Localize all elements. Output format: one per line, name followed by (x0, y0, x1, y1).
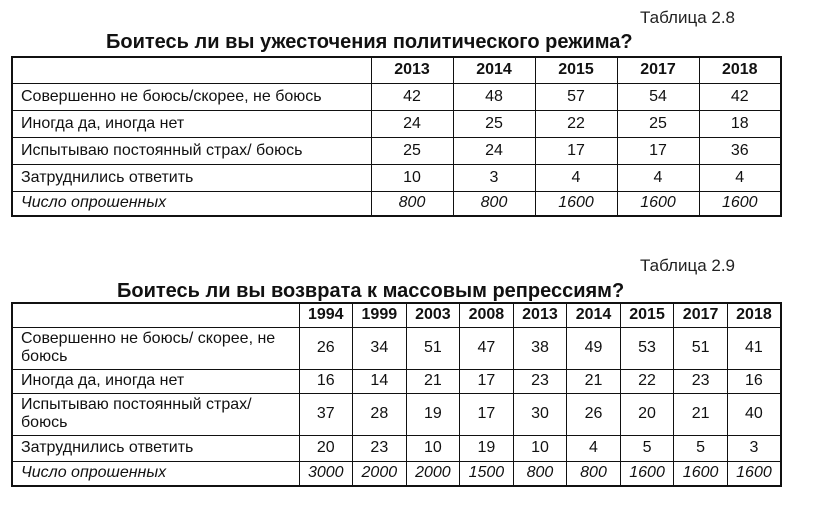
table-cell: 57 (535, 83, 617, 110)
table-cell: 25 (453, 110, 535, 137)
table-cell: 3 (727, 435, 781, 461)
table-cell: 4 (567, 435, 621, 461)
year-header: 2017 (674, 303, 728, 327)
data-table-2-8 (11, 56, 782, 217)
table-cell: 1600 (674, 461, 728, 486)
table-row (12, 327, 781, 369)
table-cell: 21 (567, 369, 621, 393)
year-header: 2013 (513, 303, 567, 327)
table-cell: 34 (353, 327, 407, 369)
table-cell: 20 (299, 435, 353, 461)
table-header-row (12, 303, 781, 327)
table-cell: 10 (371, 164, 453, 191)
table-row (12, 110, 781, 137)
row-label: Испытываю постоянный страх/ боюсь (12, 137, 371, 164)
table-cell: 800 (513, 461, 567, 486)
row-label: Совершенно не боюсь/скорее, не боюсь (12, 83, 371, 110)
year-header: 2018 (699, 57, 781, 83)
table-cell: 1600 (620, 461, 674, 486)
table-cell: 21 (674, 393, 728, 435)
table-cell: 4 (699, 164, 781, 191)
table-header-row (12, 57, 781, 83)
year-header: 1999 (353, 303, 407, 327)
header-empty-cell (12, 303, 299, 327)
table-cell: 37 (299, 393, 353, 435)
table-cell: 1600 (535, 191, 617, 216)
table-cell: 16 (299, 369, 353, 393)
table-cell: 800 (567, 461, 621, 486)
table-cell: 800 (371, 191, 453, 216)
table-cell: 26 (299, 327, 353, 369)
data-table-2-9 (11, 302, 782, 487)
row-label: Совершенно не боюсь/ скорее, не боюсь (12, 327, 299, 369)
row-label: Иногда да, иногда нет (12, 110, 371, 137)
table-cell: 54 (617, 83, 699, 110)
table-cell: 42 (371, 83, 453, 110)
table-title: Боитесь ли вы возврата к массовым репрессиям? (117, 280, 625, 302)
table-row (12, 83, 781, 110)
table-cell: 19 (460, 435, 514, 461)
table-cell: 25 (617, 110, 699, 137)
table-cell: 5 (620, 435, 674, 461)
table-cell: 22 (620, 369, 674, 393)
table-title: Боитесь ли вы ужесточения политического режима? (106, 31, 633, 53)
table-cell: 16 (727, 369, 781, 393)
year-header: 2008 (460, 303, 514, 327)
table-caption: Таблица 2.8 (640, 8, 736, 27)
year-header: 2003 (406, 303, 460, 327)
year-header: 2015 (620, 303, 674, 327)
table-cell: 21 (406, 369, 460, 393)
year-header: 2017 (617, 57, 699, 83)
table-cell: 1600 (699, 191, 781, 216)
row-label: Число опрошенных (12, 191, 371, 216)
table-row (12, 137, 781, 164)
table-cell: 17 (535, 137, 617, 164)
table-cell: 1600 (617, 191, 699, 216)
table-cell: 17 (460, 393, 514, 435)
table-cell: 17 (617, 137, 699, 164)
table-cell: 24 (453, 137, 535, 164)
table-cell: 17 (460, 369, 514, 393)
table-cell: 49 (567, 327, 621, 369)
table-cell: 23 (674, 369, 728, 393)
table-cell: 36 (699, 137, 781, 164)
table-cell: 47 (460, 327, 514, 369)
table-cell: 41 (727, 327, 781, 369)
table-cell: 14 (353, 369, 407, 393)
table-cell: 51 (674, 327, 728, 369)
year-header: 1994 (299, 303, 353, 327)
table-cell: 51 (406, 327, 460, 369)
header-empty-cell (12, 57, 371, 83)
table-cell: 1600 (727, 461, 781, 486)
table-cell: 28 (353, 393, 407, 435)
table-cell: 38 (513, 327, 567, 369)
table-cell: 10 (406, 435, 460, 461)
table-cell: 3 (453, 164, 535, 191)
table-row-respondents (12, 191, 781, 216)
table-row (12, 393, 781, 435)
year-header: 2014 (453, 57, 535, 83)
table-cell: 10 (513, 435, 567, 461)
table-cell: 2000 (353, 461, 407, 486)
table-cell: 53 (620, 327, 674, 369)
table-cell: 42 (699, 83, 781, 110)
table-cell: 48 (453, 83, 535, 110)
row-label: Испытываю постоянный страх/ боюсь (12, 393, 299, 435)
table-cell: 19 (406, 393, 460, 435)
table-cell: 800 (453, 191, 535, 216)
table-row (12, 435, 781, 461)
table-cell: 4 (535, 164, 617, 191)
row-label: Затруднились ответить (12, 435, 299, 461)
table-row (12, 369, 781, 393)
table-cell: 22 (535, 110, 617, 137)
year-header: 2015 (535, 57, 617, 83)
table-row (12, 164, 781, 191)
table-cell: 18 (699, 110, 781, 137)
year-header: 2014 (567, 303, 621, 327)
table-row-respondents (12, 461, 781, 486)
table-cell: 2000 (406, 461, 460, 486)
table-cell: 40 (727, 393, 781, 435)
table-cell: 4 (617, 164, 699, 191)
table-cell: 23 (353, 435, 407, 461)
year-header: 2018 (727, 303, 781, 327)
table-cell: 25 (371, 137, 453, 164)
table-cell: 5 (674, 435, 728, 461)
table-cell: 23 (513, 369, 567, 393)
row-label: Затруднились ответить (12, 164, 371, 191)
row-label: Иногда да, иногда нет (12, 369, 299, 393)
table-cell: 26 (567, 393, 621, 435)
table-cell: 30 (513, 393, 567, 435)
row-label: Число опрошенных (12, 461, 299, 486)
table-cell: 3000 (299, 461, 353, 486)
table-cell: 20 (620, 393, 674, 435)
table-caption: Таблица 2.9 (640, 256, 736, 275)
year-header: 2013 (371, 57, 453, 83)
table-cell: 1500 (460, 461, 514, 486)
table-cell: 24 (371, 110, 453, 137)
